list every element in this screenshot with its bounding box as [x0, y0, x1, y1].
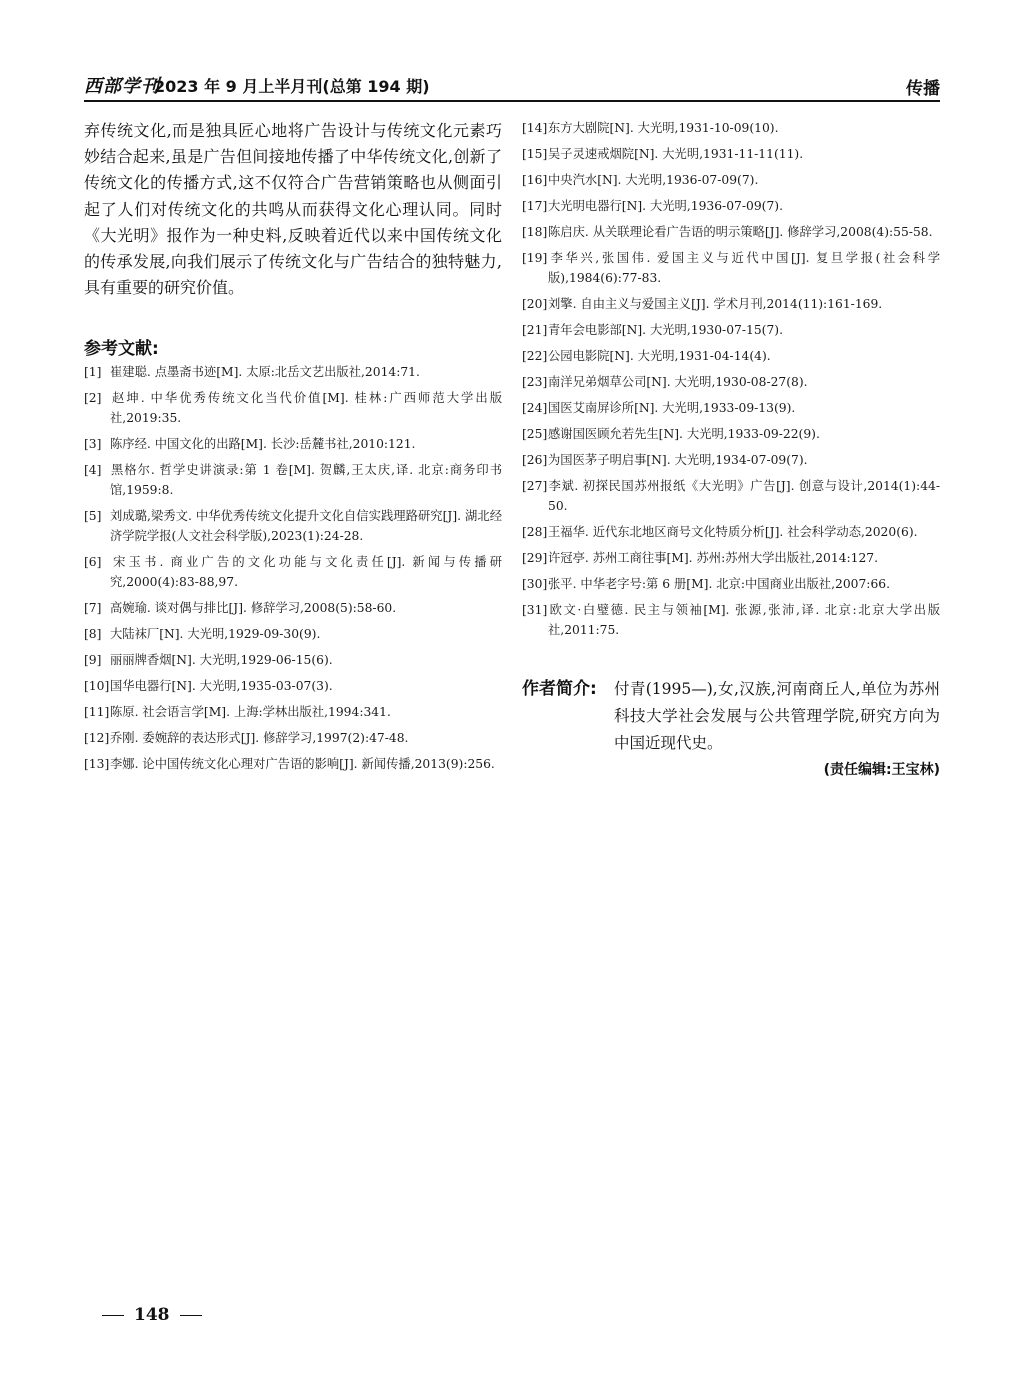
reference-item	[522, 476, 940, 516]
reference-item	[84, 650, 502, 670]
reference-text: 王福华. 近代东北地区商号文化特质分析[J]. 社会科学动态,2020(6).	[548, 525, 918, 539]
reference-item	[84, 362, 502, 382]
reference-number: [8]	[84, 627, 102, 642]
reference-item	[84, 460, 502, 500]
reference-text: 中央汽水[N]. 大光明,1936-07-09(7).	[548, 173, 759, 187]
reference-number: [13]	[84, 757, 110, 772]
reference-item	[522, 574, 940, 594]
reference-text: 高婉瑜. 谈对偶与排比[J]. 修辞学习,2008(5):58-60.	[110, 601, 397, 616]
reference-text: 大陆袜厂[N]. 大光明,1929-09-30(9).	[110, 627, 321, 642]
reference-number: [16]	[522, 173, 548, 187]
reference-number: [27]	[522, 479, 548, 493]
reference-number: [17]	[522, 199, 548, 213]
reference-number: [4]	[84, 463, 102, 478]
reference-text: 大光明电器行[N]. 大光明,1936-07-09(7).	[548, 199, 783, 213]
reference-text: 国华电器行[N]. 大光明,1935-03-07(3).	[110, 679, 333, 694]
reference-text: 刘成璐,梁秀文. 中华优秀传统文化提升文化自信实践理路研究[J]. 湖北经济学院学报(人文社会科学版),2023(1):24-28.	[110, 509, 502, 544]
reference-text: 陈启庆. 从关联理论看广告语的明示策略[J]. 修辞学习,2008(4):55-58.	[548, 225, 933, 239]
reference-item	[84, 728, 502, 748]
reference-text: 为国医茅子明启事[N]. 大光明,1934-07-09(7).	[548, 453, 808, 467]
reference-number: [21]	[522, 323, 548, 337]
reference-text: 宋玉书. 商业广告的文化功能与文化责任[J]. 新闻与传播研究,2000(4):83-88,97.	[110, 555, 502, 590]
reference-text: 欧文·白璧德. 民主与领袖[M]. 张源,张沛,译. 北京:北京大学出版社,2011:75.	[548, 603, 940, 637]
reference-text: 李娜. 论中国传统文化心理对广告语的影响[J]. 新闻传播,2013(9):256.	[110, 757, 495, 772]
reference-number: [1]	[84, 365, 102, 380]
reference-item	[522, 424, 940, 444]
page-footer	[92, 1305, 212, 1325]
reference-text: 刘擎. 自由主义与爱国主义[J]. 学术月刊,2014(11):161-169.	[548, 297, 883, 311]
reference-text: 许冠亭. 苏州工商往事[M]. 苏州:苏州大学出版社,2014:127.	[548, 551, 879, 565]
reference-item	[522, 144, 940, 164]
reference-item	[522, 294, 940, 314]
reference-item	[522, 118, 940, 138]
right-column	[522, 118, 940, 779]
reference-item	[522, 522, 940, 542]
reference-text: 乔刚. 委婉辞的表达形式[J]. 修辞学习,1997(2):47-48.	[110, 731, 409, 746]
reference-number: [9]	[84, 653, 102, 668]
reference-item	[522, 372, 940, 392]
reference-number: [29]	[522, 551, 548, 565]
reference-number: [3]	[84, 437, 102, 452]
issue-info: 2023 年 9 月上半月刊(总第 194 期)	[154, 77, 430, 96]
reference-item	[84, 552, 502, 592]
reference-number: [28]	[522, 525, 548, 539]
references-heading: 参考文献:	[84, 339, 159, 360]
reference-item	[84, 506, 502, 546]
section-name: 传播	[906, 79, 940, 99]
page-header	[84, 70, 940, 102]
footer-dash-left	[102, 1315, 124, 1316]
reference-number: [22]	[522, 349, 548, 363]
journal-logo: 西部学刊	[84, 76, 160, 97]
footer-dash-right	[180, 1315, 202, 1316]
references-list-right	[522, 118, 940, 640]
reference-number: [14]	[522, 121, 548, 135]
author-heading: 作者简介:	[522, 679, 597, 699]
reference-text: 陈序经. 中国文化的出路[M]. 长沙:岳麓书社,2010:121.	[110, 437, 416, 452]
reference-text: 南洋兄弟烟草公司[N]. 大光明,1930-08-27(8).	[548, 375, 808, 389]
reference-text: 丽丽牌香烟[N]. 大光明,1929-06-15(6).	[110, 653, 333, 668]
left-column	[84, 118, 502, 780]
reference-item	[522, 196, 940, 216]
reference-number: [24]	[522, 401, 548, 415]
reference-number: [6]	[84, 555, 102, 570]
author-bio: 付青(1995—),女,汉族,河南商丘人,单位为苏州科技大学社会发展与公共管理学院,研究方向为中国近现代史。	[614, 680, 940, 752]
reference-text: 张平. 中华老字号:第 6 册[M]. 北京:中国商业出版社,2007:66.	[548, 577, 890, 591]
reference-number: [30]	[522, 577, 548, 591]
reference-item	[522, 170, 940, 190]
reference-item	[84, 388, 502, 428]
reference-item	[84, 702, 502, 722]
reference-number: [5]	[84, 509, 102, 524]
reference-text: 国医艾南屏诊所[N]. 大光明,1933-09-13(9).	[548, 401, 796, 415]
page-number: 148	[134, 1305, 170, 1325]
reference-number: [12]	[84, 731, 110, 746]
reference-item	[522, 248, 940, 288]
reference-item	[84, 754, 502, 774]
reference-number: [11]	[84, 705, 110, 720]
reference-text: 吴子灵速戒烟院[N]. 大光明,1931-11-11(11).	[548, 147, 804, 161]
reference-number: [7]	[84, 601, 102, 616]
reference-number: [10]	[84, 679, 110, 694]
reference-item	[522, 548, 940, 568]
reference-item	[522, 320, 940, 340]
reference-item	[84, 676, 502, 696]
reference-text: 赵坤. 中华优秀传统文化当代价值[M]. 桂林:广西师范大学出版社,2019:35.	[110, 391, 502, 426]
reference-item	[522, 222, 940, 242]
reference-text: 李华兴,张国伟. 爱国主义与近代中国[J]. 复旦学报(社会科学版),1984(6):77-83.	[548, 251, 940, 285]
reference-number: [23]	[522, 375, 548, 389]
reference-text: 崔建聪. 点墨斋书迹[M]. 太原:北岳文艺出版社,2014:71.	[110, 365, 420, 380]
author-info	[522, 676, 940, 757]
reference-item	[522, 346, 940, 366]
reference-text: 黑格尔. 哲学史讲演录:第 1 卷[M]. 贺麟,王太庆,译. 北京:商务印书馆,1959:8.	[110, 463, 502, 498]
reference-number: [25]	[522, 427, 548, 441]
reference-item	[522, 398, 940, 418]
editor-credit: (责任编辑:王宝林)	[823, 762, 940, 778]
body-paragraph: 弃传统文化,而是独具匠心地将广告设计与传统文化元素巧妙结合起来,虽是广告但间接地传播了中华传统文化,创新了传统文化的传播方式,这不仅符合广告营销策略也从侧面引起了人们对传统文化的共鸣从而获得文化心理认同。同时《大光明》报作为一种史料,反映着近代以来中国传统文化的传承发展,向我们展示了传统文化与广告结合的独特魅力,具有重要的研究价值。	[84, 121, 502, 298]
reference-text: 公园电影院[N]. 大光明,1931-04-14(4).	[548, 349, 771, 363]
reference-number: [26]	[522, 453, 548, 467]
reference-number: [2]	[84, 391, 102, 406]
reference-text: 青年会电影部[N]. 大光明,1930-07-15(7).	[548, 323, 783, 337]
reference-item	[84, 624, 502, 644]
reference-number: [31]	[522, 603, 548, 617]
reference-number: [15]	[522, 147, 548, 161]
reference-text: 李斌. 初探民国苏州报纸《大光明》广告[J]. 创意与设计,2014(1):44-50.	[548, 479, 940, 513]
reference-item	[84, 598, 502, 618]
reference-text: 东方大剧院[N]. 大光明,1931-10-09(10).	[548, 121, 779, 135]
reference-text: 感谢国医顾允若先生[N]. 大光明,1933-09-22(9).	[548, 427, 820, 441]
reference-number: [18]	[522, 225, 548, 239]
reference-item	[84, 434, 502, 454]
references-list-left	[84, 362, 502, 774]
reference-text: 陈原. 社会语言学[M]. 上海:学林出版社,1994:341.	[110, 705, 391, 720]
reference-number: [20]	[522, 297, 548, 311]
reference-item	[522, 450, 940, 470]
reference-item	[522, 600, 940, 640]
reference-number: [19]	[522, 251, 548, 265]
